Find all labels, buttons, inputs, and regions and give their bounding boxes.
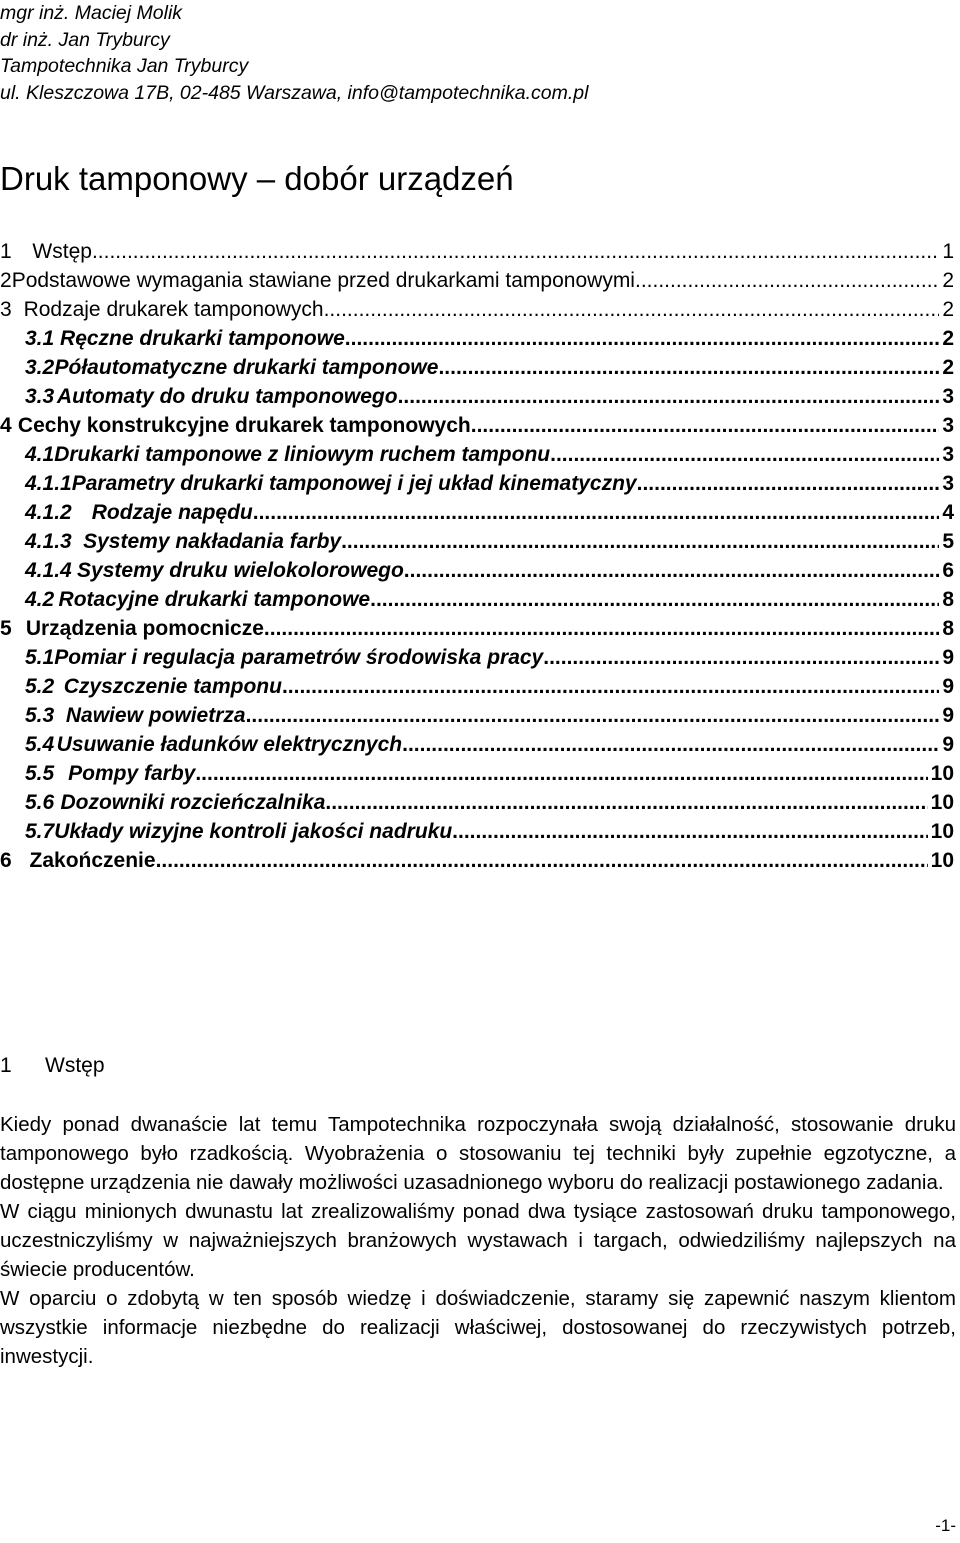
toc-leader-dots	[471, 414, 940, 438]
toc-leader-dots	[543, 646, 939, 670]
page-number: -1-	[935, 1516, 956, 1535]
toc-leader-dots	[253, 501, 940, 525]
toc-entry[interactable]	[0, 791, 954, 820]
section-title: Wstęp	[45, 1054, 105, 1077]
toc-entry-page: 1	[942, 240, 954, 263]
toc-entry-label: Układy wizyjne kontroli jakości nadruku	[54, 820, 453, 843]
toc-leader-dots	[325, 791, 927, 815]
toc-entry-label: Podstawowe wymagania stawiane przed drukarkami tamponowymi	[11, 269, 635, 292]
toc-leader-dots	[398, 385, 940, 409]
toc-entry[interactable]	[0, 849, 954, 878]
toc-entry-number: 4.1	[25, 443, 55, 466]
paragraph: Kiedy ponad dwanaście lat temu Tampotechnika rozpoczynała swoją działalność, stosowanie druku tamponowego było rzadkością. Wyobrażenia o stosowaniu tej techniki były zupełnie egzotyczne, a dostępne urządzenia nie dawały możliwości uzasadnionego wyboru do realizacji postawionego zadania.	[0, 1113, 956, 1194]
toc-entry-label: Parametry drukarki tamponowej i jej układ kinematyczny	[71, 472, 637, 495]
toc-entry[interactable]	[0, 559, 954, 588]
toc-entry[interactable]	[0, 733, 954, 762]
toc-entry-number: 5.6	[25, 791, 55, 814]
toc-leader-dots	[264, 617, 939, 641]
toc-leader-dots	[550, 443, 939, 467]
paragraph: W ciągu minionych dwunastu lat zrealizowaliśmy ponad dwa tysiące zastosowań druku tamponowego, uczestniczyliśmy w najważniejszych branżowych wystawach i targach, odwiedziliśmy najlepszych na świecie producentów.	[0, 1200, 956, 1281]
toc-entry-page: 3	[942, 385, 954, 408]
toc-entry-number: 3.2	[25, 356, 55, 379]
toc-entry-label: Urządzenia pomocnicze	[25, 617, 264, 640]
toc-leader-dots	[637, 472, 940, 496]
toc-entry-number: 3	[0, 298, 12, 321]
toc-entry-label: Nawiew powietrza	[65, 704, 246, 727]
toc-entry-number: 5.1	[25, 646, 55, 669]
toc-entry-number: 5.3	[25, 704, 55, 727]
toc-entry-number: 1	[0, 240, 12, 263]
toc-entry-label: Pompy farby	[68, 762, 196, 785]
toc-entry-number: 5.7	[25, 820, 55, 843]
toc-entry-number: 4.1.1	[25, 472, 72, 495]
toc-entry-label: Usuwanie ładunków elektrycznych	[56, 733, 403, 756]
toc-leader-dots	[404, 559, 940, 583]
toc-entry-number: 6	[0, 849, 12, 872]
toc-entry-number: 3.3	[25, 385, 55, 408]
toc-entry-label: Ręczne drukarki tamponowe	[60, 327, 345, 350]
toc-entry-page: 10	[930, 849, 954, 872]
document-title: Druk tamponowy – dobór urządzeń	[0, 160, 514, 197]
toc-entry-number: 4.1.4	[25, 559, 72, 582]
section-body	[0, 1110, 956, 1371]
company-line: Tampotechnika Jan Tryburcy	[0, 55, 249, 77]
toc-entry[interactable]	[0, 617, 954, 646]
toc-leader-dots	[92, 240, 939, 264]
toc-leader-dots	[341, 530, 939, 554]
toc-leader-dots	[635, 269, 939, 293]
toc-entry-page: 10	[930, 820, 954, 843]
toc-entry-label: Rotacyjne drukarki tamponowe	[58, 588, 371, 611]
section-heading	[0, 1054, 105, 1078]
toc-entry-label: Rodzaje napędu	[91, 501, 253, 524]
toc-entry-number: 4	[0, 414, 12, 437]
toc-entry-label: Wstęp	[32, 240, 92, 263]
toc-entry[interactable]	[0, 588, 954, 617]
toc-entry[interactable]	[0, 385, 954, 414]
toc-entry[interactable]	[0, 820, 954, 849]
table-of-contents	[0, 240, 954, 878]
toc-entry-number: 4.1.3	[25, 530, 72, 553]
toc-entry-page: 2	[942, 298, 954, 321]
toc-entry-number: 5.5	[25, 762, 55, 785]
toc-entry-page: 9	[942, 646, 954, 669]
toc-entry-page: 8	[942, 617, 954, 640]
toc-entry-label: Czyszczenie tamponu	[63, 675, 282, 698]
toc-entry-page: 2	[942, 269, 954, 292]
toc-entry[interactable]	[0, 472, 954, 501]
toc-entry-number: 3.1	[25, 327, 55, 350]
toc-entry-label: Drukarki tamponowe z liniowym ruchem tamponu	[54, 443, 551, 466]
toc-entry-page: 10	[930, 791, 954, 814]
toc-leader-dots	[402, 733, 939, 757]
toc-entry-page: 9	[942, 675, 954, 698]
toc-leader-dots	[370, 588, 939, 612]
section-number: 1	[0, 1054, 12, 1077]
address-line: ul. Kleszczowa 17B, 02-485 Warszawa, info@tampotechnika.com.pl	[0, 81, 589, 104]
toc-entry[interactable]	[0, 704, 954, 733]
toc-entry[interactable]	[0, 762, 954, 791]
toc-entry-page: 6	[942, 559, 954, 582]
toc-entry-number: 5	[0, 617, 12, 640]
toc-leader-dots	[345, 327, 940, 351]
toc-entry-number: 5.2	[25, 675, 55, 698]
toc-entry[interactable]	[0, 530, 954, 559]
toc-entry-page: 9	[942, 733, 954, 756]
toc-entry-label: Systemy druku wielokolorowego	[77, 559, 404, 582]
toc-entry-label: Cechy konstrukcyjne drukarek tamponowych	[17, 414, 471, 437]
author-line: mgr inż. Maciej Molik	[0, 2, 183, 24]
toc-entry[interactable]	[0, 501, 954, 530]
toc-entry-number: 5.4	[25, 733, 55, 756]
toc-entry-label: Zakończenie	[29, 849, 156, 872]
toc-entry-page: 2	[942, 356, 954, 379]
toc-entry[interactable]	[0, 240, 954, 269]
author-line: dr inż. Jan Tryburcy	[0, 28, 170, 51]
toc-entry-number: 4.2	[25, 588, 55, 611]
toc-entry-page: 2	[942, 327, 954, 350]
toc-entry-label: Automaty do druku tamponowego	[56, 385, 398, 408]
toc-entry[interactable]	[0, 675, 954, 704]
toc-leader-dots	[282, 675, 939, 699]
document-header	[0, 0, 588, 106]
toc-entry-page: 10	[930, 762, 954, 785]
toc-entry-page: 9	[942, 704, 954, 727]
toc-entry[interactable]	[0, 356, 954, 385]
toc-entry-page: 4	[942, 501, 954, 524]
toc-leader-dots	[195, 762, 927, 786]
toc-leader-dots	[438, 356, 939, 380]
toc-entry-page: 3	[942, 443, 954, 466]
toc-entry-page: 3	[942, 414, 954, 437]
toc-leader-dots	[324, 298, 940, 322]
toc-leader-dots	[452, 820, 927, 844]
toc-leader-dots	[246, 704, 940, 728]
toc-entry[interactable]	[0, 327, 954, 356]
toc-entry-label: Systemy nakładania farby	[83, 530, 342, 553]
toc-entry[interactable]	[0, 443, 954, 472]
toc-entry-page: 5	[942, 530, 954, 553]
toc-entry-page: 3	[942, 472, 954, 495]
toc-leader-dots	[156, 849, 928, 873]
toc-entry-number: 4.1.2	[25, 501, 72, 524]
toc-entry-page: 8	[942, 588, 954, 611]
toc-entry[interactable]	[0, 298, 954, 327]
toc-entry-label: Dozowniki rozcieńczalnika	[60, 791, 326, 814]
toc-entry[interactable]	[0, 269, 954, 298]
toc-entry-number: 2	[0, 269, 12, 292]
toc-entry[interactable]	[0, 646, 954, 675]
paragraph: W oparciu o zdobytą w ten sposób wiedzę i doświadczenie, staramy się zapewnić naszym klientom wszystkie informacje niezbędne do realizacji właściwej, dostosowanej do rzeczywistych potrzeb, inwestycji.	[0, 1287, 956, 1368]
toc-entry-label: Półautomatyczne drukarki tamponowe	[54, 356, 439, 379]
toc-entry-label: Rodzaje drukarek tamponowych	[23, 298, 324, 321]
toc-entry-label: Pomiar i regulacja parametrów środowiska pracy	[54, 646, 544, 669]
toc-entry[interactable]	[0, 414, 954, 443]
